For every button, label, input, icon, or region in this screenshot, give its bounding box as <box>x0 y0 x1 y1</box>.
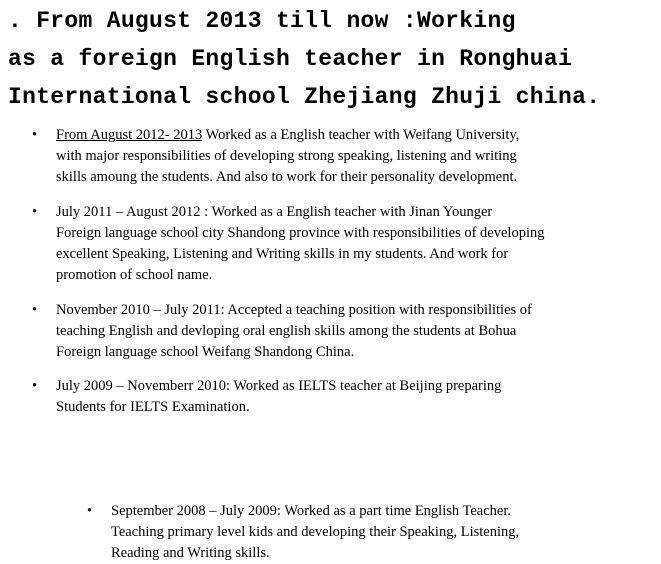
experience-item-ielts-beijing <box>32 376 634 418</box>
experience-line: November 2010 – July 2011: Accepted a teaching position with responsibilities of <box>56 302 532 318</box>
bullet-icon: • <box>32 378 38 394</box>
experience-line: Foreign language school city Shandong province with responsibilities of developing <box>56 225 545 241</box>
heading-line-3: International school Zhejiang Zhuji china. <box>8 84 601 110</box>
experience-line: excellent Speaking, Listening and Writing skills in my students. And work for <box>56 246 509 262</box>
experience-text <box>111 501 633 564</box>
experience-text <box>56 300 634 363</box>
experience-line: skills amoung the students. And also to work for their personality development. <box>56 169 518 185</box>
experience-line: Worked as a English teacher with Weifang University, <box>202 127 520 143</box>
heading-line-2: as a foreign English teacher in Ronghuai <box>8 46 573 72</box>
bullet-icon: • <box>32 127 38 143</box>
current-position-heading <box>8 2 656 116</box>
heading-line-1: . From August 2013 till now :Working <box>8 8 516 34</box>
experience-date-underlined: From August 2012- 2013 <box>56 127 203 143</box>
experience-item-weifang-university <box>32 125 634 188</box>
experience-line: July 2011 – August 2012 : Worked as a English teacher with Jinan Younger <box>56 204 493 220</box>
experience-item-jinan-younger <box>32 202 634 286</box>
experience-line: teaching English and devloping oral english skills among the students at Bohua <box>56 323 517 339</box>
experience-line: September 2008 – July 2009: Worked as a part time English Teacher. <box>111 503 511 519</box>
experience-line: Students for IELTS Examination. <box>56 399 250 415</box>
experience-text <box>56 202 634 286</box>
bullet-icon: • <box>32 204 38 220</box>
experience-line: Reading and Writing skills. <box>111 545 270 561</box>
experience-text <box>56 125 634 188</box>
bullet-icon: • <box>32 302 38 318</box>
experience-line: with major responsibilities of developing strong speaking, listening and writing <box>56 148 517 164</box>
experience-text <box>56 376 634 418</box>
bullet-icon: • <box>87 503 93 519</box>
experience-line: promotion of school name. <box>56 267 213 283</box>
experience-line: July 2009 – Novemberr 2010: Worked as IELTS teacher at Beijing preparing <box>56 378 502 394</box>
experience-item-bohua <box>32 300 634 363</box>
experience-line: Foreign language school Weifang Shandong China. <box>56 344 355 360</box>
experience-line: Teaching primary level kids and developing their Speaking, Listening, <box>111 524 520 540</box>
experience-item-part-time-teacher <box>87 501 633 564</box>
